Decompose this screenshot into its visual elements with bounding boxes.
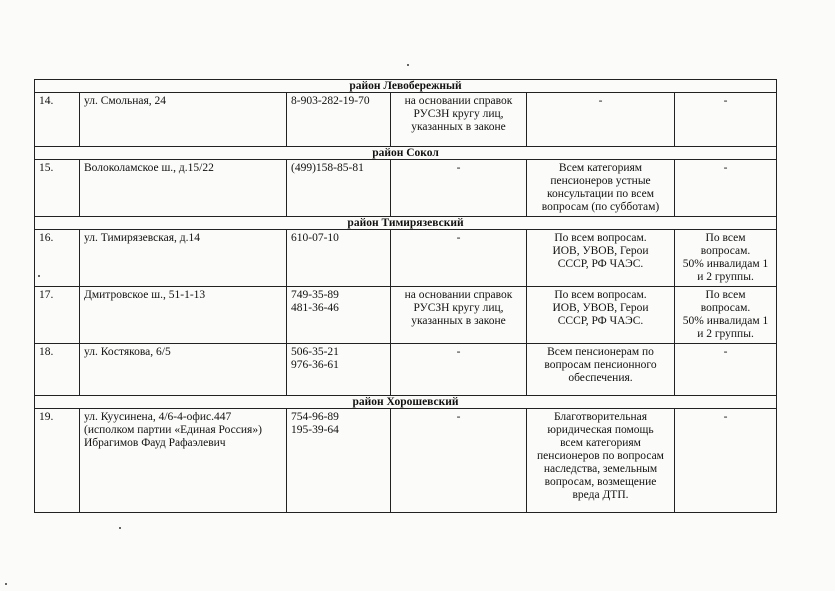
phone-cell-line: (499)158-85-81 [291,162,364,174]
phone-cell [287,160,391,217]
basis-cell-line: - [456,232,461,244]
address-cell [80,344,287,396]
phone-cell [287,344,391,396]
basis-cell-line: указанных в законе [411,315,506,327]
discount-cell-line: - [723,346,728,358]
address-cell [80,409,287,513]
discount-cell-line: вопросам. [700,302,751,314]
basis-cell [391,230,527,287]
discount-cell-line: - [723,411,728,423]
basis-cell [391,344,527,396]
consultation-cell-line: юридическая помощь [547,424,654,436]
row-number: 14. [35,93,80,147]
row-number: 15. [35,160,80,217]
table-body [35,80,777,513]
phone-cell-line: 481-36-46 [291,302,339,314]
consultation-cell-line: вопросам пенсионного [544,359,657,371]
discount-cell-line: и 2 группы. [697,271,754,283]
basis-cell-line: указанных в законе [411,121,506,133]
address-cell [80,230,287,287]
table-row [35,344,777,396]
basis-cell-line: РУСЗН кругу лиц, [413,302,504,314]
consultation-cell-line: вопросам (по субботам) [541,201,660,213]
phone-cell [287,230,391,287]
address-cell-line: ул. Костякова, 6/5 [84,346,171,358]
legal-aid-table [34,79,777,513]
scan-speck [119,527,121,529]
region-title: район Сокол [35,147,777,160]
consultation-cell-line: консультации по всем [546,188,655,200]
region-row [35,396,777,409]
basis-cell-line: - [456,346,461,358]
phone-cell-line: 8-903-282-19-70 [291,95,370,107]
discount-cell [675,230,777,287]
discount-cell [675,409,777,513]
region-title: район Левобережный [35,80,777,93]
consultation-cell-line: пенсионеров устные [550,175,651,187]
consultation-cell-line: Благотворительная [553,411,648,423]
address-cell-line: Волоколамское ш., д.15/22 [84,162,214,174]
scan-speck [407,64,409,66]
address-cell [80,287,287,344]
table-row [35,93,777,147]
basis-cell [391,287,527,344]
consultation-cell-line: обеспечения. [568,372,633,384]
address-cell-line: Дмитровское ш., 51-1-13 [84,289,206,301]
discount-cell-line: - [723,95,728,107]
table-row [35,160,777,217]
basis-cell [391,409,527,513]
address-cell [80,93,287,147]
consultation-cell-line: СССР, РФ ЧАЭС. [557,258,644,270]
consultation-cell-line: пенсионеров по вопросам [537,450,664,462]
phone-cell-line: 195-39-64 [291,424,339,436]
row-number: 18. [35,344,80,396]
discount-cell-line: - [723,162,728,174]
address-cell-line: (исполком партии «Единая Россия») [84,424,262,436]
phone-cell [287,93,391,147]
scan-speck [38,275,40,277]
phone-cell [287,287,391,344]
basis-cell [391,160,527,217]
phone-cell [287,409,391,513]
region-title: район Хорошевский [35,396,777,409]
phone-cell-line: 749-35-89 [291,289,339,301]
discount-cell-line: 50% инвалидам 1 [682,258,769,270]
row-number: 17. [35,287,80,344]
row-number: 16. [35,230,80,287]
address-cell-line: Ибрагимов Фауд Рафаэлевич [84,437,226,449]
basis-cell-line: РУСЗН кругу лиц, [413,108,504,120]
basis-cell [391,93,527,147]
consultation-cell [527,409,675,513]
address-cell [80,160,287,217]
table-row [35,287,777,344]
discount-cell-line: и 2 группы. [697,328,754,340]
phone-cell-line: 754-96-89 [291,411,339,423]
phone-cell-line: 506-35-21 [291,346,339,358]
scan-speck [5,583,7,585]
discount-cell [675,287,777,344]
consultation-cell [527,93,675,147]
consultation-cell-line: По всем вопросам. [554,289,647,301]
discount-cell-line: вопросам. [700,245,751,257]
consultation-cell-line: вопросам, возмещение [544,476,657,488]
basis-cell-line: на основании справок [404,95,513,107]
discount-cell-line: 50% инвалидам 1 [682,315,769,327]
discount-cell-line: По всем [705,232,746,244]
row-number: 19. [35,409,80,513]
phone-cell-line: 610-07-10 [291,232,339,244]
consultation-cell-line: Всем категориям [558,162,643,174]
consultation-cell [527,160,675,217]
discount-cell-line: По всем [705,289,746,301]
basis-cell-line: на основании справок [404,289,513,301]
phone-cell-line: 976-36-61 [291,359,339,371]
region-row [35,147,777,160]
region-row [35,80,777,93]
basis-cell-line: - [456,411,461,423]
consultation-cell-line: всем категориям [560,437,641,449]
discount-cell [675,93,777,147]
consultation-cell-line: СССР, РФ ЧАЭС. [557,315,644,327]
address-cell-line: ул. Куусинена, 4/6-4-офис.447 [84,411,232,423]
consultation-cell-line: наследства, земельным [543,463,658,475]
consultation-cell [527,344,675,396]
consultation-cell-line: ИОВ, УВОВ, Герои [552,302,649,314]
consultation-cell-line: Всем пенсионерам по [547,346,654,358]
table-row [35,409,777,513]
consultation-cell-line: По всем вопросам. [554,232,647,244]
discount-cell [675,160,777,217]
region-title: район Тимирязевский [35,217,777,230]
basis-cell-line: - [456,162,461,174]
consultation-cell-line: вреда ДТП. [572,489,629,501]
address-cell-line: ул. Смольная, 24 [84,95,167,107]
address-cell-line: ул. Тимирязевская, д.14 [84,232,200,244]
consultation-cell [527,230,675,287]
consultation-cell-line: ИОВ, УВОВ, Герои [552,245,649,257]
consultation-cell-line: - [598,95,603,107]
consultation-cell [527,287,675,344]
table-row [35,230,777,287]
discount-cell [675,344,777,396]
region-row [35,217,777,230]
